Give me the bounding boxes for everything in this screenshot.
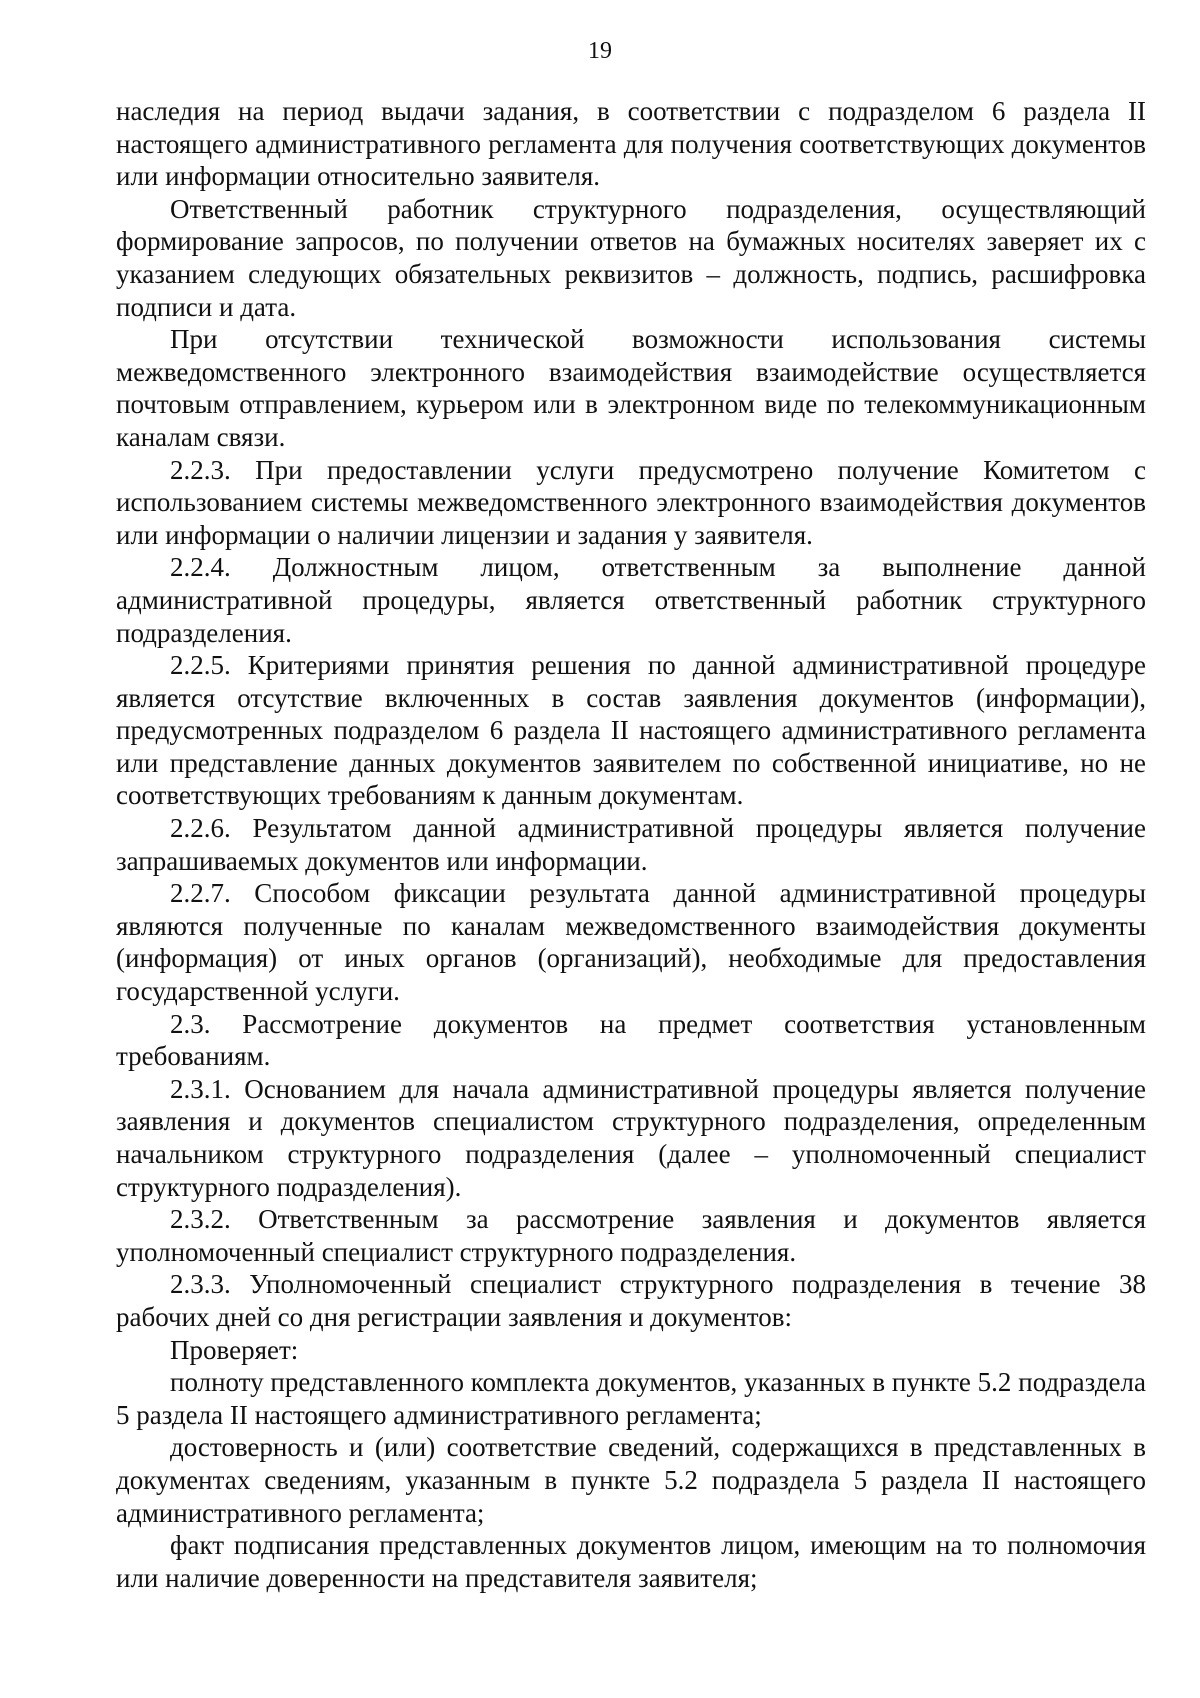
page-number: 19 — [588, 38, 612, 64]
paragraph: 2.2.7. Способом фиксации результата данной административной процедуры являются полученные по каналам межведомственного взаимодействия документы (информация) от иных органов (организаций), необходимые для предоставления государственной услуги. — [116, 878, 1146, 1007]
paragraph: При отсутствии технической возможности использования системы межведомственного электронного взаимодействия взаимодействие осуществляется почтовым отправлением, курьером или в электронном виде по телекоммуникационным каналам связи. — [116, 324, 1146, 452]
paragraph: 2.3.3. Уполномоченный специалист структурного подразделения в течение 38 рабочих дней со дня регистрации заявления и документов: — [116, 1269, 1146, 1332]
section-heading: 2.3. Рассмотрение документов на предмет соответствия установленным требованиям. — [116, 1008, 1146, 1072]
paragraph: 2.3.1. Основанием для начала административной процедуры является получение заявления и документов специалистом структурного подразделения, определенным начальником структурного подразделения (далее – уполномоченный специалист структурного подразделения). — [116, 1073, 1146, 1202]
paragraph-continuation: наследия на период выдачи задания, в соответствии с подразделом 6 раздела II настоящего административного регламента для получения соответствующих документов или информации относительно заявителя. — [116, 96, 1146, 192]
paragraph: 2.2.5. Критериями принятия решения по данной административной процедуре является отсутствие включенных в состав заявления документов (информации), предусмотренных подразделом 6 раздела II настоящего административного регламента или представление данных документов заявителем по собственной инициативе, но не соответствующих требованиям к данным документам. — [116, 650, 1146, 811]
paragraph: Проверяет: — [170, 1334, 299, 1365]
paragraph: Ответственный работник структурного подразделения, осуществляющий формирование запросов, по получении ответов на бумажных носителях заверяет их с указанием следующих обязательных реквизитов – должность, подпись, расшифровка подписи и дата. — [116, 193, 1146, 322]
paragraph: 2.3.2. Ответственным за рассмотрение заявления и документов является уполномоченный специалист структурного подразделения. — [116, 1204, 1146, 1267]
paragraph: 2.2.6. Результатом данной административной процедуры является получение запрашиваемых документов или информации. — [116, 813, 1146, 876]
document-body — [116, 95, 1146, 1594]
paragraph: 2.2.3. При предоставлении услуги предусмотрено получение Комитетом с использованием системы межведомственного электронного взаимодействия документов или информации о наличии лицензии и задания у заявителя. — [116, 454, 1146, 550]
list-item: полноту представленного комплекта документов, указанных в пункте 5.2 подраздела 5 раздела II настоящего административного регламента; — [116, 1367, 1146, 1430]
list-item: достоверность и (или) соответствие сведений, содержащихся в представленных в документах сведениям, указанным в пункте 5.2 подраздела 5 раздела II настоящего административного регламента; — [116, 1432, 1146, 1528]
list-item: факт подписания представленных документов лицом, имеющим на то полномочия или наличие доверенности на представителя заявителя; — [116, 1530, 1146, 1593]
paragraph: 2.2.4. Должностным лицом, ответственным за выполнение данной административной процедуры, является ответственный работник структурного подразделения. — [116, 552, 1146, 648]
